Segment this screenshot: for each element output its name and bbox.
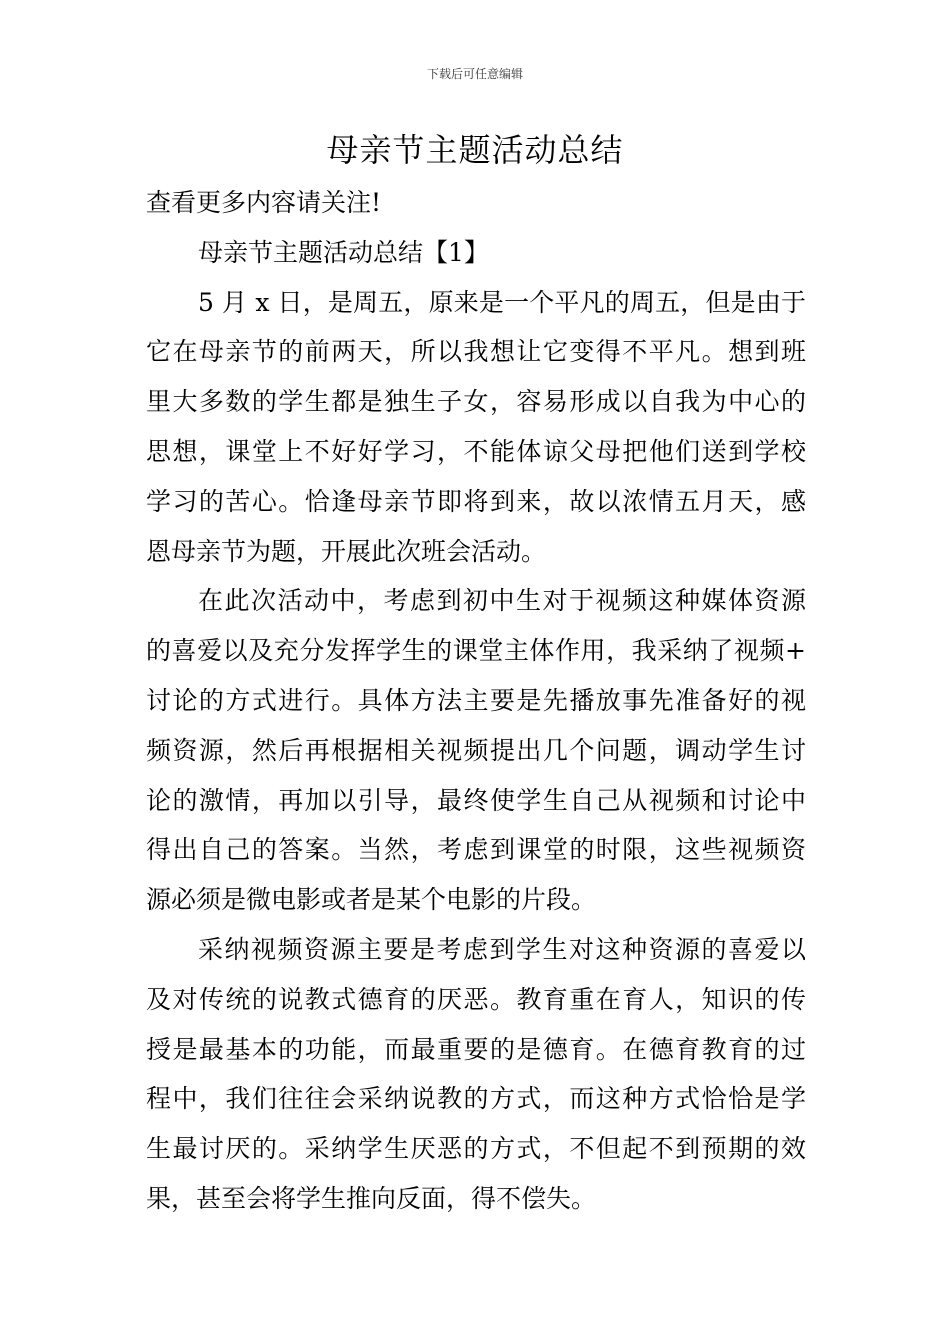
notice-line: 查看更多内容请关注! <box>146 188 382 217</box>
paragraph-line: 在此次活动中，考虑到初中生对于视频这种媒体资源 <box>198 586 806 616</box>
paragraph-line: 5 月 x 日，是周五，原来是一个平凡的周五，但是由于 <box>198 287 806 317</box>
paragraph-line: 采纳视频资源主要是考虑到学生对这种资源的喜爱以 <box>198 934 806 964</box>
paragraph-line: 得出自己的答案。当然，考虑到课堂的时限，这些视频资 <box>146 835 806 865</box>
paragraph-line: 频资源，然后再根据相关视频提出几个问题，调动学生讨 <box>146 735 806 765</box>
document-title: 母亲节主题活动总结 <box>326 131 624 169</box>
section-subtitle: 母亲节主题活动总结【1】 <box>198 237 489 267</box>
paragraph-line: 授是最基本的功能，而最重要的是德育。在德育教育的过 <box>146 1034 806 1064</box>
paragraph-line: 恩母亲节为题，开展此次班会活动。 <box>146 536 547 566</box>
paragraph-line: 学习的苦心。恰逢母亲节即将到来，故以浓情五月天，感 <box>146 486 806 516</box>
paragraph-line: 程中，我们往往会采纳说教的方式，而这种方式恰恰是学 <box>146 1084 806 1114</box>
paragraph-line: 讨论的方式进行。具体方法主要是先播放事先准备好的视 <box>146 685 806 715</box>
paragraph-2 <box>146 576 806 925</box>
paragraph-line: 生最讨厌的。采纳学生厌恶的方式，不但起不到预期的效 <box>146 1134 806 1164</box>
header-note: 下载后可任意编辑 <box>426 67 523 81</box>
paragraph-line: 它在母亲节的前两天，所以我想让它变得不平凡。想到班 <box>146 337 806 367</box>
paragraph-line: 论的激情，再加以引导，最终使学生自己从视频和讨论中 <box>146 785 806 815</box>
paragraph-line: 的喜爱以及充分发挥学生的课堂主体作用，我采纳了视频+ <box>146 636 806 666</box>
paragraph-line: 里大多数的学生都是独生子女，容易形成以自我为中心的 <box>146 387 806 417</box>
paragraph-line: 源必须是微电影或者是某个电影的片段。 <box>146 885 597 915</box>
paragraph-line: 果，甚至会将学生推向反面，得不偿失。 <box>146 1183 597 1213</box>
document-body <box>146 178 806 1224</box>
paragraph-line: 及对传统的说教式德育的厌恶。教育重在育人，知识的传 <box>146 984 806 1014</box>
paragraph-1 <box>146 278 806 577</box>
paragraph-line: 思想，课堂上不好好学习，不能体谅父母把他们送到学校 <box>146 436 806 466</box>
paragraph-3 <box>146 925 806 1224</box>
